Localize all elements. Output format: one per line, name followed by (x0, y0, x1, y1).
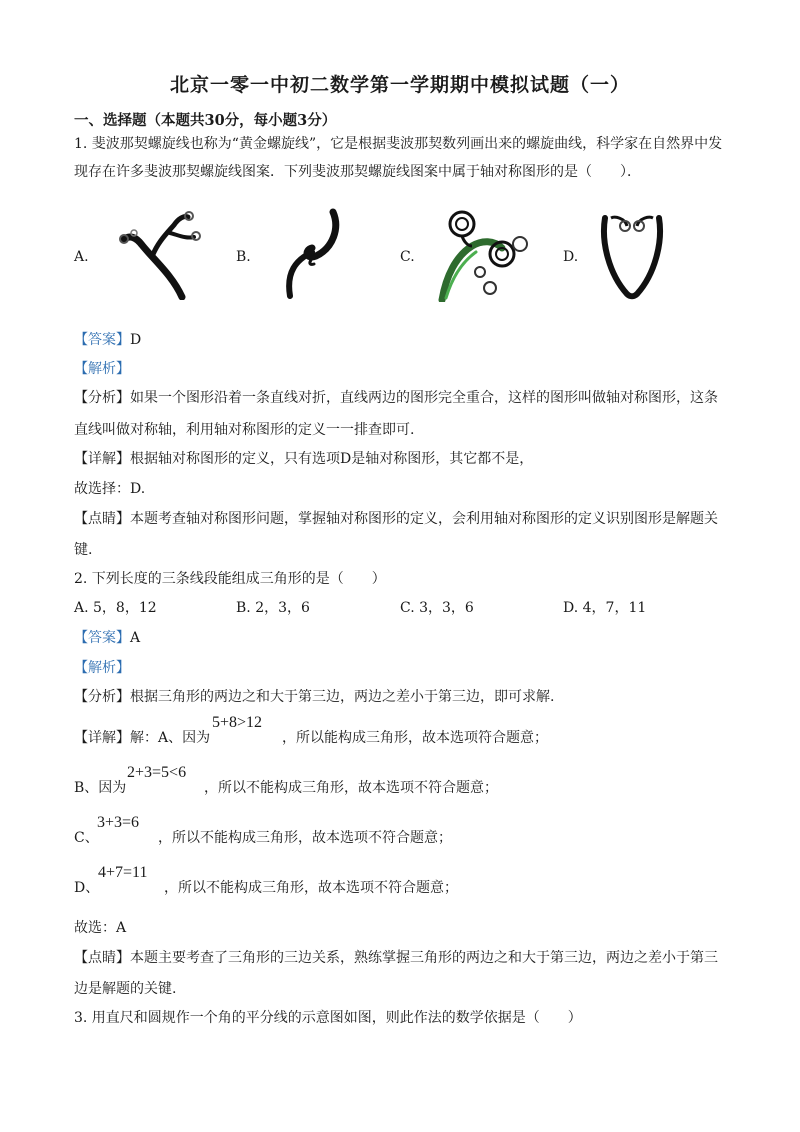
q1-figure-a-spiral-branch (112, 205, 212, 300)
q2-choose: 故选：A (74, 920, 127, 936)
q2-b-prefix: B、因为 (74, 780, 127, 796)
q2-fenxi-text: 根据三角形的两边之和大于第三边，两边之差小于第三边，即可求解. (130, 689, 555, 705)
q1-option-d-label: D. (563, 249, 579, 265)
q1-option-c-label: C. (400, 249, 415, 265)
q2-formula-d: 4+7=11 (98, 864, 148, 881)
q2-xiangjie-a-prefix: 解：A、因为 (130, 730, 211, 746)
q1-choose: 故选择：D. (74, 481, 146, 497)
q1-dianjing-tag: 【点睛】 (74, 511, 130, 527)
q1-figure-c-plant-spirals (432, 206, 532, 302)
q2-analysis-tag: 【解析】 (74, 660, 130, 676)
q1-option-b-label: B. (236, 249, 251, 265)
q1-dianjing-text1: 本题考查轴对称图形问题，掌握轴对称图形的定义，会利用轴对称图形的定义识别图形是解题关 (130, 511, 718, 527)
q2-stem: 2. 下列长度的三条线段能组成三角形的是（ ） (74, 571, 386, 587)
page-title: 北京一零一中初二数学第一学期期中模拟试题（一） (169, 74, 630, 96)
q1-option-a-label: A. (74, 249, 89, 265)
q2-dianjing-line1 (74, 948, 718, 968)
q1-answer-value: D (130, 332, 142, 348)
q1-stem-line1: 1. 斐波那契螺旋线也称为“黄金螺旋线”，它是根据斐波那契数列画出来的螺旋曲线，科学家在自然界中发 (74, 136, 723, 152)
q1-fenxi-tag: 【分析】 (74, 390, 130, 406)
q1-analysis-tag: 【解析】 (74, 361, 130, 377)
q2-d-suffix: ，所以不能构成三角形，故本选项不符合题意； (164, 880, 458, 896)
q2-fenxi-line (74, 687, 554, 707)
q1-figure-b-s-spiral (278, 208, 348, 300)
q2-answer-tag: 【答案】 (74, 630, 130, 646)
q2-dianjing-tag: 【点睛】 (74, 950, 130, 966)
q1-xiangjie-line (74, 449, 533, 469)
q1-figure-d-symmetric-u (597, 212, 667, 300)
section-heading: 一、选择题（本题共30分，每小题3分） (74, 112, 337, 129)
q2-option-d: D. 4，7，11 (563, 600, 647, 616)
q2-option-a: A. 5，8，12 (74, 600, 157, 616)
q2-option-b: B. 2，3，6 (236, 600, 310, 616)
q1-stem-line2: 现存在许多斐波那契螺旋线图案．下列斐波那契螺旋线图案中属于轴对称图形的是（ ）． (74, 164, 641, 180)
q1-dianjing-line1 (74, 509, 718, 529)
q2-answer-value: A (130, 630, 141, 646)
q1-answer-row (74, 330, 141, 350)
q1-fenxi-text1: 如果一个图形沿着一条直线对折，直线两边的图形完全重合，这样的图形叫做轴对称图形，这条 (130, 390, 718, 406)
q2-formula-b: 2+3=5<6 (127, 764, 187, 781)
q2-xiangjie-tag: 【详解】 (74, 730, 130, 746)
q2-formula-c: 3+3=6 (97, 814, 140, 831)
q2-d-prefix: D、 (74, 880, 100, 896)
q2-option-c: C. 3，3，6 (400, 600, 474, 616)
q2-c-prefix: C、 (74, 830, 99, 846)
q3-stem: 3. 用直尺和圆规作一个角的平分线的示意图如图，则此作法的数学依据是（ ） (74, 1010, 582, 1026)
q2-dianjing-text1: 本题主要考查了三角形的三边关系，熟练掌握三角形的两边之和大于第三边，两边之差小于第三 (130, 950, 718, 966)
q2-answer-row (74, 628, 140, 648)
q2-fenxi-tag: 【分析】 (74, 689, 130, 705)
q2-xiangjie-a-line (74, 728, 210, 748)
q1-answer-tag: 【答案】 (74, 332, 130, 348)
q1-fenxi-line2: 直线叫做对称轴，利用轴对称图形的定义一一排查即可. (74, 422, 415, 438)
q1-dianjing-line2: 键. (74, 542, 93, 558)
q1-fenxi-line1 (74, 388, 718, 408)
q2-c-suffix: ，所以不能构成三角形，故本选项不符合题意； (158, 830, 452, 846)
q2-formula-a: 5+8>12 (212, 714, 263, 731)
q2-b-suffix: ，所以不能构成三角形，故本选项不符合题意； (204, 780, 498, 796)
q2-dianjing-line2: 边是解题的关键. (74, 981, 177, 997)
q2-xiangjie-a-suffix: ，所以能构成三角形，故本选项符合题意； (282, 730, 548, 746)
q1-xiangjie-tag: 【详解】 (74, 451, 130, 467)
q1-xiangjie-text: 根据轴对称图形的定义，只有选项D是轴对称图形，其它都不是， (130, 451, 534, 467)
